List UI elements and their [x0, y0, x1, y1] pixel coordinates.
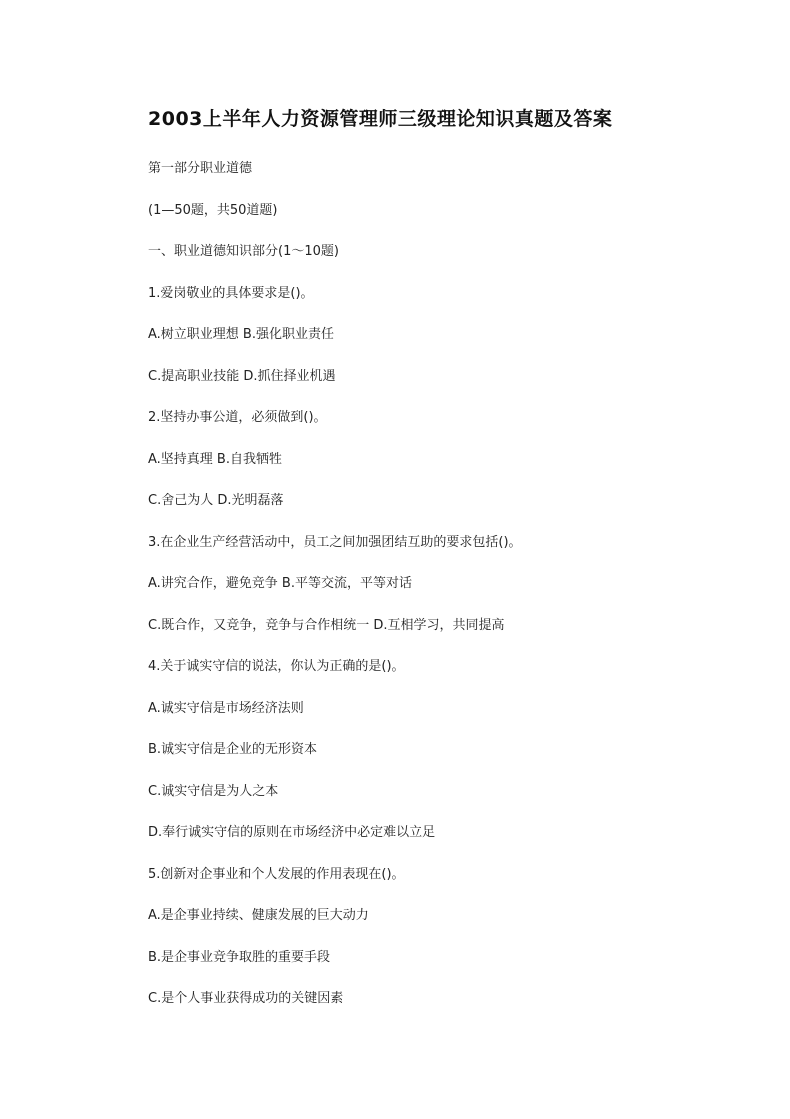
question-3: 3.在企业生产经营活动中，员工之间加强团结互助的要求包括()。: [148, 534, 522, 550]
question-5-option-a: A.是企事业持续、健康发展的巨大动力: [148, 908, 369, 923]
question-1: 1.爱岗敬业的具体要求是()。: [148, 285, 314, 301]
question-2: 2.坚持办事公道，必须做到()。: [148, 410, 327, 425]
question-5-option-c: C.是个人事业获得成功的关键因素: [148, 991, 344, 1006]
document-title: 2003上半年人力资源管理师三级理论知识真题及答案: [148, 108, 613, 130]
document-body: [148, 159, 748, 1031]
question-2-options-ab: A.坚持真理 B.自我牺牲: [148, 451, 282, 467]
question-range-note: (1—50题，共50道题): [148, 202, 278, 218]
question-5-option-b: B.是企事业竞争取胜的重要手段: [148, 949, 331, 965]
question-4-option-a: A.诚实守信是市场经济法则: [148, 700, 304, 716]
question-4-option-d: D.奉行诚实守信的原则在市场经济中必定难以立足: [148, 825, 436, 840]
question-3-options-ab: A.讲究合作，避免竞争 B.平等交流，平等对话: [148, 576, 412, 591]
question-4: 4.关于诚实守信的说法，你认为正确的是()。: [148, 659, 405, 674]
question-4-option-c: C.诚实守信是为人之本: [148, 783, 279, 799]
section-heading: 第一部分职业道德: [148, 161, 253, 176]
question-1-options-cd: C.提高职业技能 D.抓住择业机遇: [148, 368, 336, 384]
question-2-options-cd: C.舍己为人 D.光明磊落: [148, 493, 284, 508]
question-4-option-b: B.诚实守信是企业的无形资本: [148, 742, 318, 757]
question-5: 5.创新对企事业和个人发展的作用表现在()。: [148, 866, 405, 882]
question-3-options-cd: C.既合作，又竞争，竞争与合作相统一 D.互相学习，共同提高: [148, 617, 505, 633]
question-1-options-ab: A.树立职业理想 B.强化职业责任: [148, 327, 334, 342]
subsection-heading: 一、职业道德知识部分(1～10题): [148, 244, 339, 259]
